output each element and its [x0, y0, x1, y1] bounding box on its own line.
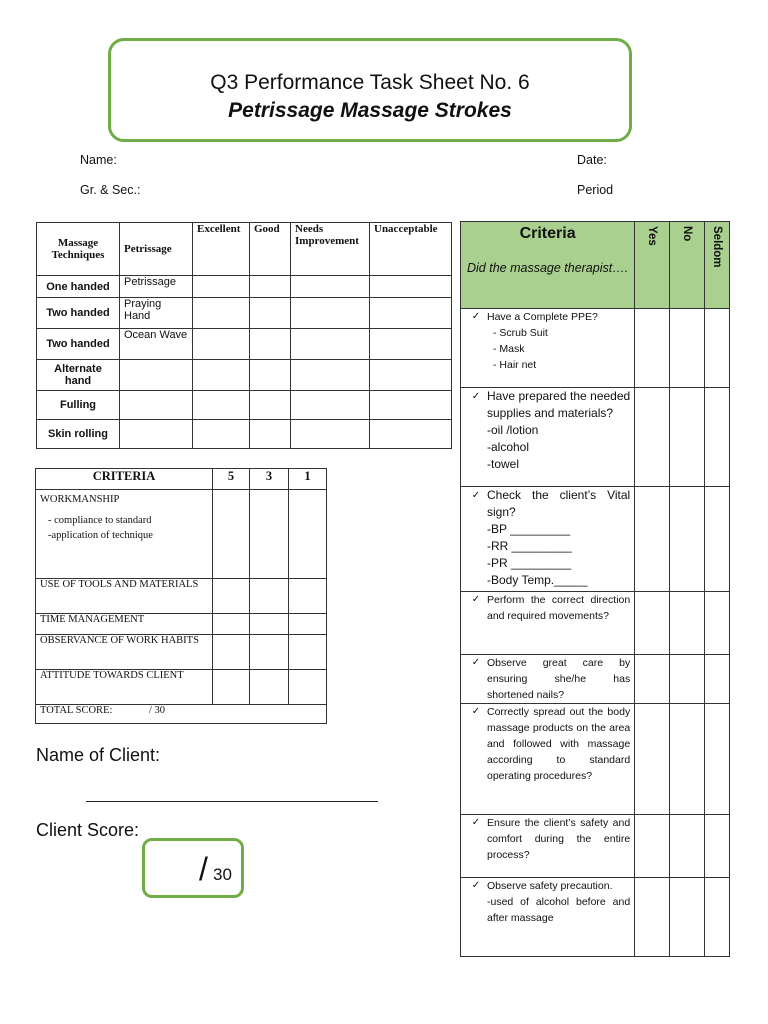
score-cell[interactable]: [250, 579, 289, 614]
check-icon: ✓: [471, 657, 481, 668]
criteria-cell: ATTITUDE TOWARDS CLIENT: [36, 670, 213, 705]
technique-cell: Fulling: [37, 391, 120, 420]
score-cell[interactable]: [213, 635, 250, 670]
seldom-cell[interactable]: [705, 655, 730, 704]
score-cell[interactable]: [213, 579, 250, 614]
col-header: Good: [250, 223, 291, 276]
stroke-cell: [120, 420, 193, 449]
criteria-cell: OBSERVANCE OF WORK HABITS: [36, 635, 213, 670]
total-score-cell: [36, 705, 327, 724]
workmanship-sub: - compliance to standard: [48, 515, 152, 526]
score-cell[interactable]: [250, 614, 289, 635]
technique-cell: Two handed: [37, 329, 120, 360]
rating-cell[interactable]: [291, 391, 370, 420]
criteria-text: Have prepared the needed supplies and materials?: [487, 389, 631, 420]
score-criteria-table: [35, 468, 327, 724]
col-header: Excellent: [193, 223, 250, 276]
seldom-cell[interactable]: [705, 878, 730, 957]
score-cell[interactable]: [289, 490, 327, 579]
yes-cell[interactable]: [635, 655, 670, 704]
criteria-item: [461, 815, 635, 878]
criteria-item: [461, 655, 635, 704]
criteria-text: Observe safety precaution.: [487, 880, 613, 892]
table-row: [36, 579, 327, 614]
rating-cell[interactable]: [370, 420, 452, 449]
date-label: Date:: [577, 153, 607, 167]
check-icon: ✓: [471, 817, 481, 828]
criteria-item: [461, 878, 635, 957]
client-name-label: Name of Client:: [36, 745, 161, 765]
score-cell[interactable]: [289, 635, 327, 670]
rating-cell[interactable]: [250, 360, 291, 391]
no-cell[interactable]: [670, 815, 705, 878]
rating-cell[interactable]: [291, 360, 370, 391]
col-header: CRITERIA: [36, 469, 213, 490]
criteria-subitem: -PR _________: [487, 556, 572, 570]
rating-cell[interactable]: [193, 298, 250, 329]
rating-cell[interactable]: [370, 298, 452, 329]
score-slash: /: [199, 851, 208, 887]
seldom-cell[interactable]: [705, 815, 730, 878]
yes-cell[interactable]: [635, 815, 670, 878]
client-name-line[interactable]: [86, 801, 378, 802]
technique-grading-table: [36, 222, 452, 449]
seldom-cell[interactable]: [705, 704, 730, 815]
no-cell[interactable]: [670, 655, 705, 704]
table-row: [37, 360, 452, 391]
col-header: Needs Improvement: [291, 223, 370, 276]
score-cell[interactable]: [250, 635, 289, 670]
no-cell[interactable]: [670, 309, 705, 388]
no-cell[interactable]: [670, 487, 705, 592]
therapist-criteria-table: [460, 221, 730, 957]
rating-cell[interactable]: [250, 391, 291, 420]
technique-cell: Skin rolling: [37, 420, 120, 449]
no-cell[interactable]: [670, 388, 705, 487]
criteria-subitem: - Scrub Suit: [493, 327, 548, 339]
seldom-cell[interactable]: [705, 388, 730, 487]
yes-cell[interactable]: [635, 704, 670, 815]
no-cell[interactable]: [670, 704, 705, 815]
criteria-item: [461, 704, 635, 815]
rating-cell[interactable]: [250, 276, 291, 298]
score-cell[interactable]: [289, 579, 327, 614]
client-score-box[interactable]: [142, 838, 244, 898]
score-cell[interactable]: [250, 490, 289, 579]
no-cell[interactable]: [670, 592, 705, 655]
yes-cell[interactable]: [635, 487, 670, 592]
table-row: [36, 635, 327, 670]
table-row: [461, 388, 730, 487]
table-row: [36, 670, 327, 705]
col-header: 3: [250, 469, 289, 490]
yes-cell[interactable]: [635, 309, 670, 388]
seldom-cell[interactable]: [705, 309, 730, 388]
rating-cell[interactable]: [370, 276, 452, 298]
score-max: 30: [213, 865, 232, 884]
col-header: 1: [289, 469, 327, 490]
table-row: [461, 878, 730, 957]
criteria-subitem: -oil /lotion: [487, 423, 539, 437]
stroke-cell: Praying Hand: [120, 298, 193, 329]
criteria-subitem: -BP _________: [487, 522, 571, 536]
score-cell[interactable]: [213, 614, 250, 635]
criteria-item: [461, 592, 635, 655]
stroke-cell: Ocean Wave: [120, 329, 193, 360]
criteria-text: Perform the correct direction and required movements?: [487, 594, 631, 622]
rating-cell[interactable]: [193, 420, 250, 449]
rating-cell[interactable]: [370, 391, 452, 420]
col-header-no: No: [670, 222, 705, 309]
rating-cell[interactable]: [291, 298, 370, 329]
score-cell[interactable]: [250, 670, 289, 705]
name-label: Name:: [80, 153, 117, 167]
col-header-yes: Yes: [635, 222, 670, 309]
criteria-subitem: - Hair net: [493, 359, 537, 371]
criteria-item: [461, 309, 635, 388]
yes-cell[interactable]: [635, 592, 670, 655]
table-row: [461, 309, 730, 388]
rating-cell[interactable]: [291, 329, 370, 360]
rating-cell[interactable]: [250, 420, 291, 449]
criteria-cell: TIME MANAGEMENT: [36, 614, 213, 635]
table-row: [36, 705, 327, 724]
criteria-subitem: -RR _________: [487, 539, 572, 553]
table-row: [461, 487, 730, 592]
rating-cell[interactable]: [291, 420, 370, 449]
table-row: [37, 391, 452, 420]
rating-cell[interactable]: [250, 329, 291, 360]
criteria-item: [461, 388, 635, 487]
criteria-subitem: -alcohol: [487, 440, 530, 454]
criteria-prompt: Did the massage therapist….: [467, 261, 629, 275]
stroke-cell: [120, 360, 193, 391]
col-header: Petrissage: [120, 223, 193, 276]
table-row: [461, 592, 730, 655]
criteria-cell: [36, 490, 213, 579]
criteria-subitem: -Body Temp._____: [487, 573, 588, 587]
rating-cell[interactable]: [193, 360, 250, 391]
check-icon: ✓: [471, 490, 481, 501]
no-cell[interactable]: [670, 878, 705, 957]
table-row: [461, 655, 730, 704]
table-row: [36, 614, 327, 635]
col-header-seldom: Seldom: [705, 222, 730, 309]
criteria-subitem: -used of alcohol before and after massage: [487, 896, 631, 924]
rating-cell[interactable]: [193, 391, 250, 420]
criteria-title: Criteria: [519, 225, 576, 242]
rating-cell[interactable]: [291, 276, 370, 298]
criteria-header-cell: [461, 222, 635, 309]
stroke-cell: [120, 391, 193, 420]
score-cell[interactable]: [213, 670, 250, 705]
check-icon: ✓: [471, 880, 481, 891]
yes-cell[interactable]: [635, 388, 670, 487]
criteria-item: [461, 487, 635, 592]
page-subtitle: Petrissage Massage Strokes: [228, 99, 512, 122]
technique-cell: Alternate hand: [37, 360, 120, 391]
col-header: Unacceptable: [370, 223, 452, 276]
criteria-text: Observe great care by ensuring she/he has shortened nails?: [487, 657, 631, 701]
criteria-text: Have a Complete PPE?: [487, 311, 598, 323]
rating-cell[interactable]: [370, 360, 452, 391]
rating-cell[interactable]: [193, 276, 250, 298]
check-icon: ✓: [471, 311, 481, 322]
page-title: Q3 Performance Task Sheet No. 6: [210, 71, 530, 94]
check-icon: ✓: [471, 594, 481, 605]
criteria-subitem: -towel: [487, 457, 520, 471]
table-row: [37, 420, 452, 449]
table-row: [461, 815, 730, 878]
seldom-cell[interactable]: [705, 487, 730, 592]
col-header: Massage Techniques: [37, 223, 120, 276]
workmanship-sub: -application of technique: [48, 530, 153, 541]
criteria-text: Check the client’s Vital sign?: [487, 488, 631, 519]
technique-cell: One handed: [37, 276, 120, 298]
criteria-text: Correctly spread out the body massage products on the area and followed with massage according to standard operating procedures?: [487, 706, 631, 782]
table-row: [37, 276, 452, 298]
rating-cell[interactable]: [193, 329, 250, 360]
workmanship-label: WORKMANSHIP: [40, 494, 120, 505]
grade-section-label: Gr. & Sec.:: [80, 183, 141, 197]
rating-cell[interactable]: [250, 298, 291, 329]
check-icon: ✓: [471, 391, 481, 402]
total-score-label: TOTAL SCORE:: [40, 705, 113, 716]
criteria-subitem: - Mask: [493, 343, 525, 355]
table-row: [37, 298, 452, 329]
check-icon: ✓: [471, 706, 481, 717]
rating-cell[interactable]: [370, 329, 452, 360]
client-score-label: Client Score:: [36, 820, 140, 840]
period-label: Period: [577, 183, 614, 197]
yes-cell[interactable]: [635, 878, 670, 957]
title-box: [108, 38, 632, 142]
technique-cell: Two handed: [37, 298, 120, 329]
seldom-cell[interactable]: [705, 592, 730, 655]
col-header: 5: [213, 469, 250, 490]
criteria-cell: USE OF TOOLS AND MATERIALS: [36, 579, 213, 614]
stroke-cell: Petrissage: [120, 276, 193, 298]
score-cell[interactable]: [289, 670, 327, 705]
table-row: [37, 329, 452, 360]
score-cell[interactable]: [289, 614, 327, 635]
score-cell[interactable]: [213, 490, 250, 579]
table-row: [461, 704, 730, 815]
total-score-max: / 30: [149, 705, 166, 716]
table-row: [36, 490, 327, 579]
criteria-text: Ensure the client’s safety and comfort during the entire process?: [487, 817, 631, 861]
